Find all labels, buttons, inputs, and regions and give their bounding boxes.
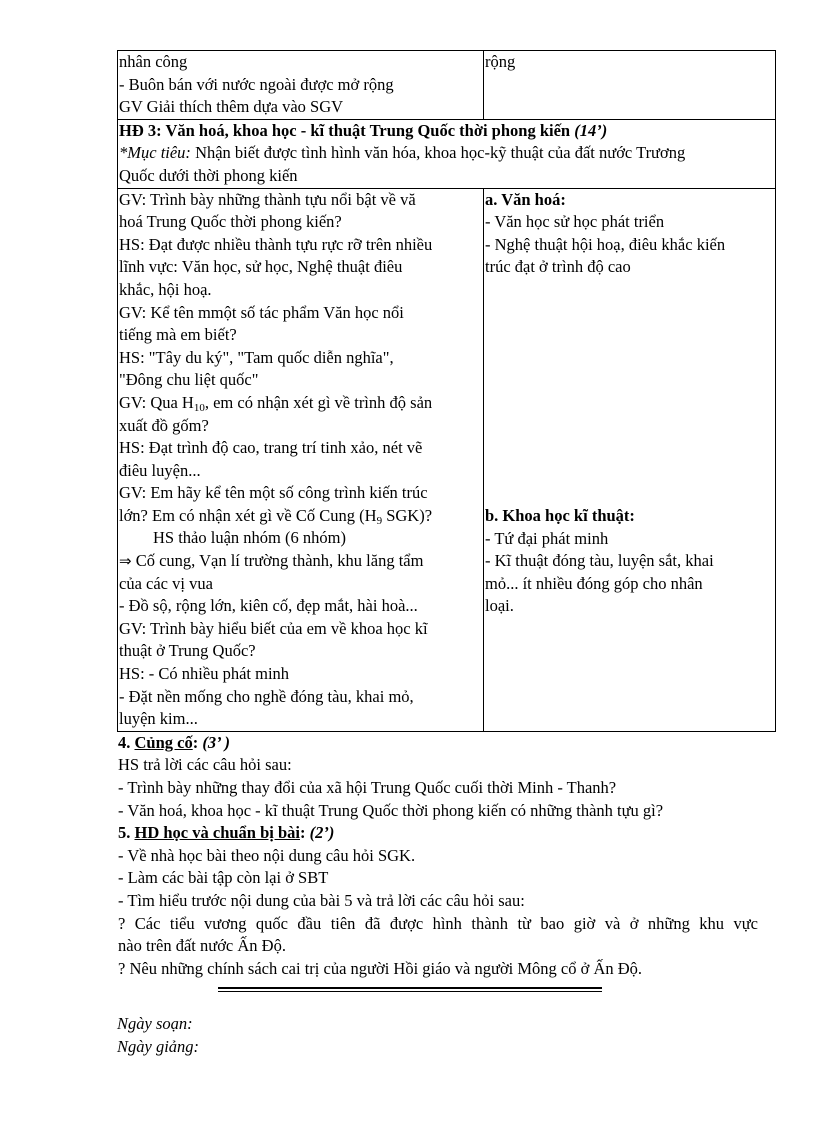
text-line: - Văn học sử học phát triển <box>485 212 665 232</box>
text-line: GV Giải thích thêm dựa vào SGV <box>119 97 344 117</box>
text-line: rộng <box>485 52 516 71</box>
text-line: - Kĩ thuật đóng tàu, luyện sắt, khai <box>485 551 714 571</box>
question: ? Các tiểu vương quốc đầu tiên đã được hình thành từ bao giờ và ở những khu vực <box>118 913 758 933</box>
text-line: điêu luyện... <box>119 460 201 480</box>
spacer <box>485 279 773 505</box>
section-title: HĐ 3: Văn hoá, khoa học - kĩ thuật Trung Quốc thời phong kiến <box>119 120 571 140</box>
homework-heading <box>118 822 777 845</box>
teach-date-label: Ngày giảng: <box>117 1036 200 1056</box>
lesson-table <box>117 50 776 732</box>
dates-block <box>117 1013 777 1058</box>
lesson-page <box>117 50 777 1059</box>
prep-date-label: Ngày soạn: <box>117 1014 193 1034</box>
homework-section <box>117 822 777 980</box>
section-header-cell <box>118 119 776 188</box>
text-line: HS: - Có nhiều phát minh <box>119 664 290 684</box>
list-item: - Tìm hiểu trước nội dung của bài 5 và trả lời các câu hỏi sau: <box>118 890 525 910</box>
question: - Trình bày những thay đổi của xã hội Trung Quốc cuối thời Minh - Thanh? <box>118 778 617 797</box>
text-line: nhân công <box>119 52 188 71</box>
text-line: HS: "Tây du ký", "Tam quốc diễn nghĩa", <box>119 347 394 367</box>
subsection-title-culture: a. Văn hoá: <box>485 189 566 209</box>
section-time: (14’) <box>574 120 608 140</box>
text-line: - Buôn bán với nước ngoài được mở rộng <box>119 74 394 94</box>
text-line: "Đông chu liệt quốc" <box>119 370 259 390</box>
question: nào trên đất nước Ấn Độ. <box>118 936 286 956</box>
table-row <box>118 188 776 731</box>
text-line: của các vị vua <box>119 573 213 593</box>
question: - Văn hoá, khoa học - kĩ thuật Trung Quốc thời phong kiến có những thành tựu gì? <box>118 800 664 820</box>
teacher-student-activity-cell <box>118 188 484 731</box>
section-title: Củng cố <box>134 732 193 752</box>
text-fragment: lớn? Em có nhận xét gì về Cố Cung (H <box>119 505 377 525</box>
text-line: mỏ... ít nhiều đóng góp cho nhân <box>485 573 703 593</box>
teacher-student-activity-cell <box>118 51 484 120</box>
text-line: GV: Trình bày hiểu biết của em về khoa học kĩ <box>119 618 428 638</box>
text-line: loại. <box>485 596 514 616</box>
list-item: - Làm các bài tập còn lại ở SBT <box>118 868 329 888</box>
text-line: - Nghệ thuật hội hoạ, điêu khắc kiến <box>485 234 726 254</box>
figure-subscript: 9 <box>376 514 383 527</box>
text-line: - Đặt nền mống cho nghề đóng tàu, khai mỏ, <box>119 686 414 706</box>
section-time: (2’) <box>309 823 335 843</box>
question: ? Nêu những chính sách cai trị của người Hồi giáo và người Mông cổ ở Ấn Độ. <box>118 958 643 978</box>
text-line <box>119 550 481 573</box>
content-cell <box>484 51 776 120</box>
section-time: (3’ ) <box>202 732 230 752</box>
double-divider <box>218 987 602 992</box>
text-line: HS: Đạt trình độ cao, trang trí tinh xảo, nét vẽ <box>119 438 423 458</box>
figure-subscript: 10 <box>193 401 205 414</box>
text-fragment: SGK)? <box>382 505 433 525</box>
text-line: khắc, hội hoạ. <box>119 279 212 299</box>
text-line: HS: Đạt được nhiều thành tựu rực rỡ trên nhiều <box>119 234 433 254</box>
consolidation-section <box>117 732 777 822</box>
text-line: GV: Kể tên mmột số tác phẩm Văn học nổi <box>119 302 404 322</box>
section-title: HD học và chuẩn bị bài <box>134 823 300 843</box>
text-line: hoá Trung Quốc thời phong kiến? <box>119 212 342 232</box>
section-number: 4. <box>118 732 131 752</box>
subsection-title-science: b. Khoa học kĩ thuật: <box>485 505 635 525</box>
text-line: tiếng mà em biết? <box>119 325 237 345</box>
text-line: - Tứ đại phát minh <box>485 528 609 548</box>
objective-text: Quốc dưới thời phong kiến <box>119 165 298 185</box>
text-line: thuật ở Trung Quốc? <box>119 641 256 661</box>
text-line: luyện kim... <box>119 709 198 729</box>
text-fragment: Cố cung, Vạn lí trường thành, khu lăng tẩm <box>131 551 424 571</box>
section-header-row <box>118 119 776 188</box>
text-line: trúc đạt ở trình độ cao <box>485 257 631 277</box>
text-line: - Đồ sộ, rộng lớn, kiên cố, đẹp mắt, hài hoà... <box>119 596 418 616</box>
objective-text: Nhận biết được tình hình văn hóa, khoa học-kỹ thuật của đất nước Trương <box>190 143 686 163</box>
text-line: xuất đồ gốm? <box>119 415 209 435</box>
text-fragment: GV: Qua H <box>119 392 194 412</box>
consolidation-heading <box>118 732 777 755</box>
text-fragment: , em có nhận xét gì về trình độ sản <box>204 392 433 412</box>
text-line: GV: Trình bày những thành tựu nổi bật về vă <box>119 189 416 209</box>
table-row <box>118 51 776 120</box>
text-line: lĩnh vực: Văn học, sử học, Nghệ thuật điêu <box>119 257 403 277</box>
list-item: - Về nhà học bài theo nội dung câu hỏi SGK. <box>118 845 416 865</box>
text-line <box>119 392 481 415</box>
section-number: 5. <box>118 823 131 843</box>
heading-colon: : <box>300 823 306 843</box>
objective-label: *Mục tiêu: <box>119 143 191 163</box>
text-line <box>119 505 481 528</box>
text-line: GV: Em hãy kể tên một số công trình kiến trúc <box>119 483 428 503</box>
content-cell <box>484 188 776 731</box>
text-line: HS trả lời các câu hỏi sau: <box>118 755 292 775</box>
text-line: HS thảo luận nhóm (6 nhóm) <box>153 528 346 548</box>
heading-colon: : <box>192 732 199 752</box>
implies-arrow-icon: ⇒ <box>119 552 132 571</box>
